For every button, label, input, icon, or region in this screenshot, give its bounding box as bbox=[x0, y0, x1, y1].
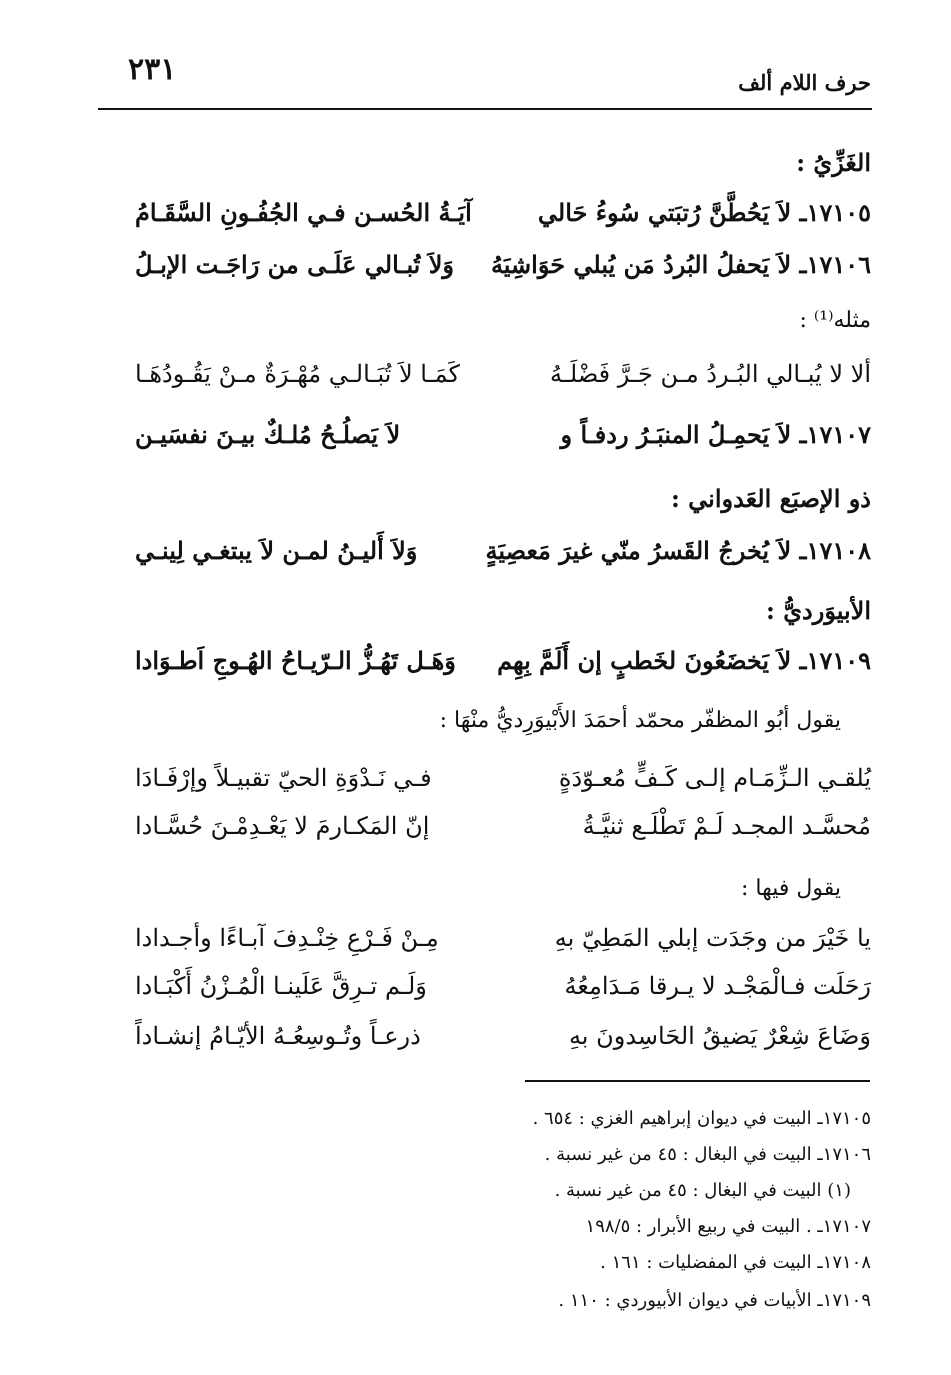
poem1-line2-second: إنّ المَكـارمَ لا يَعْـدِمْـنَ حُسَّـادا bbox=[135, 812, 430, 840]
mithl-second-hemistich: كَمَـا لاَ تُبَـالـي مُهْـرَةٌ مـنْ يَقُـودُهَـا bbox=[135, 360, 460, 388]
footnote-rule bbox=[525, 1080, 870, 1082]
verse-17105-first-hemistich: ١٧١٠٥ـ لاَ يَحُطَّنَّ رُتبَتي سُوءُ حَالي bbox=[537, 198, 871, 227]
poem2-line1-first: يا خَيْرَ من وجَدَت إبلي المَطِيّ بهِ bbox=[554, 924, 871, 952]
verse-17109-second-hemistich: وَهَـل تَهُـزُّ الـرّيـاحُ الهُـوجِ اَطـوَادا bbox=[135, 646, 456, 675]
verse-17108-second-hemistich: وَلاَ أَليـنُ لمـن لاَ يبتغـي لِينـي bbox=[135, 536, 418, 565]
poem2-line3-second: ذرعـاً وتُـوسِعُـهُ الأيّـامُ إنشـاداً bbox=[135, 1022, 421, 1050]
poem1-line1-first: يُلقـي الـزِّمَـام إلـى كَـفٍّ مُعـوّدَةٍ bbox=[558, 764, 871, 792]
footnote-17105: ١٧١٠٥ـ البيت في ديوان إبراهيم الغزي : ٦٥٤ . bbox=[532, 1108, 871, 1129]
verse-17108-first-hemistich: ١٧١٠٨ـ لاَ يُخرجُ القَسرُ منّي غيرَ مَعصِيَةٍ bbox=[485, 536, 871, 565]
poem1-line2-first: مُحسَّـد المجـد لَـمْ تَطْلَـع ثنيَّـةُ bbox=[582, 812, 871, 840]
mithl-first-hemistich: ألا لا يُبـالي البُـردُ مـن جَـرَّ فَضْلَـهُ bbox=[550, 360, 871, 388]
poet-heading-dhu-al-isba: ذو الإصبَع العَدواني : bbox=[670, 484, 871, 513]
poem2-line3-first: وَضَاعَ شِعْرٌ يَضيقُ الحَاسِدونَ بهِ bbox=[568, 1022, 871, 1050]
poem2-line2-first: رَحَلَت فـالْمَجْـد لا يـرقا مَـدَامِعُهُ bbox=[564, 972, 871, 1000]
footnote-17109: ١٧١٠٩ـ الأبيات في ديوان الأبيوردي : ١١٠ . bbox=[558, 1290, 871, 1311]
verse-17105-second-hemistich: آيَـةُ الحُسـن فـي الجُفُـونِ السَّقَـامُ bbox=[135, 198, 472, 227]
poem2-line1-second: مِـنْ فَـرْعِ خِنْـدِفَ آبـاءًا وأجـدادا bbox=[135, 924, 439, 952]
verse-17106-second-hemistich: وَلاَ تُبـالي عَلَـى من رَاجَـت الإبـلُ bbox=[135, 250, 454, 279]
page-number: ٢٣١ bbox=[128, 52, 177, 87]
mithluh-label: مثله⁽¹⁾ : bbox=[799, 308, 871, 333]
verse-17106-first-hemistich: ١٧١٠٦ـ لاَ يَحفلُ البُردُ مَن يُبلي حَوَاشِيَهُ bbox=[490, 250, 871, 279]
poem1-line1-second: فـي نَـدْوَةِ الحيّ تقبيـلاً وإرْفَـادَا bbox=[135, 764, 432, 792]
verse-17107-first-hemistich: ١٧١٠٧ـ لاَ يَحمِـلُ المنبَـرُ ردفـاً و bbox=[560, 420, 871, 449]
footnote-1: (١) البيت في البغال : ٤٥ من غير نسبة . bbox=[554, 1180, 851, 1201]
footnote-17106: ١٧١٠٦ـ البيت في البغال : ٤٥ من غير نسبة . bbox=[544, 1144, 871, 1165]
header-rule bbox=[98, 108, 872, 110]
chapter-title: حرف اللام ألف bbox=[738, 70, 871, 95]
verse-17107-second-hemistich: لاَ يَصلُـحُ مُلـكٌ بيـنَ نفسَيـن bbox=[135, 420, 401, 449]
prose-intro-abiwardi: يقول أبُو المظفّر محمّد أحمَدَ الأَبْيوَرِديُّ منْهَا : bbox=[439, 708, 841, 733]
prose-intro-fiha: يقول فيها : bbox=[741, 876, 841, 901]
footnote-17107: ١٧١٠٧ـ . البيت في ربيع الأبرار : ١٩٨/٥ bbox=[585, 1216, 871, 1237]
verse-17109-first-hemistich: ١٧١٠٩ـ لاَ يَخضَعُونَ لخَطبٍ إن أَلَمَّ بِهِم bbox=[497, 646, 871, 675]
poet-heading-ghazzi: الغَزِّيُ : bbox=[796, 148, 871, 177]
poet-heading-abiwardi: الأبيوَرديُّ : bbox=[766, 596, 871, 625]
footnote-17108: ١٧١٠٨ـ البيت في المفضليات : ١٦١ . bbox=[600, 1252, 871, 1273]
poem2-line2-second: وَلَـم تـرِقَّ عَلَينـا الْمُـزْنُ أَكْبَـادا bbox=[135, 972, 427, 1000]
